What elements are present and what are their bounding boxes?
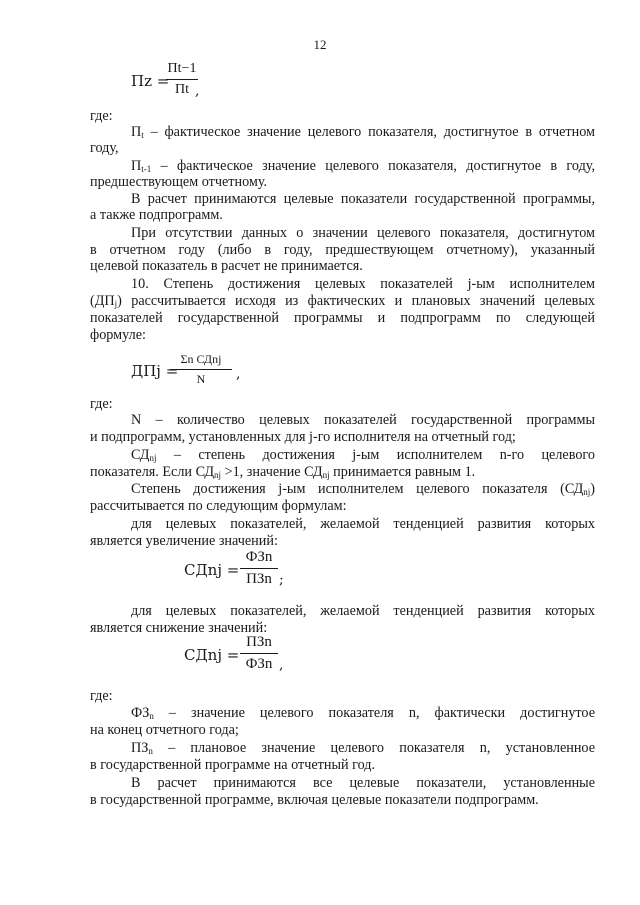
- symbol-subscript: n: [149, 711, 154, 721]
- formula-tail: ,: [195, 83, 200, 99]
- formula-denominator: Пt: [175, 82, 189, 97]
- where-label: где:: [90, 396, 113, 412]
- fraction-bar: [240, 653, 278, 654]
- definition-line: [90, 124, 595, 143]
- symbol-subscript: t: [141, 130, 144, 140]
- subscript: j: [114, 299, 118, 309]
- symbol-subscript: t-1: [141, 164, 152, 174]
- fraction-bar: [170, 369, 232, 370]
- symbol: ПЗ: [131, 740, 149, 756]
- formula-numerator: Пt−1: [167, 61, 197, 76]
- definition-line: предшествующем отчетному.: [90, 174, 268, 190]
- formula-tail: ,: [279, 657, 284, 673]
- formula-denominator: ПЗn: [246, 571, 272, 587]
- where-label: где:: [90, 688, 113, 704]
- paragraph-line: В расчет принимаются все целевые показатели, установленные: [131, 775, 595, 791]
- definition-text: – фактическое значение целевого показателя, достигнутое в отчетном: [150, 124, 596, 140]
- subscript: nj: [583, 487, 591, 497]
- fraction-bar: [166, 79, 198, 80]
- definition-line: и подпрограмм, установленных для j-го исполнителя на отчетный год;: [90, 429, 516, 445]
- formula-numerator: ПЗn: [246, 634, 272, 650]
- formula-denominator: N: [196, 372, 206, 386]
- paragraph-line: является снижение значений:: [90, 620, 268, 636]
- formula-lhs: СДnj =: [184, 646, 240, 664]
- subscript: nj: [322, 470, 330, 480]
- text: (ДП: [90, 293, 115, 309]
- formula-numerator: ФЗn: [245, 549, 273, 565]
- symbol: П: [131, 124, 142, 140]
- subscript: nj: [214, 470, 222, 480]
- paragraph-line: показателей государственной программы и подпрограмм по следующей: [90, 310, 595, 326]
- definition-line: N – количество целевых показателей государственной программы: [131, 412, 595, 428]
- paragraph-line: в государственной программе, включая целевые показатели подпрограмм.: [90, 792, 539, 808]
- symbol-subscript: n: [148, 746, 153, 756]
- formula-fraction: [170, 352, 232, 387]
- paragraph-line: При отсутствии данных о значении целевого показателя, достигнутом: [131, 225, 595, 241]
- paragraph-line: целевой показатель в расчет не принимается.: [90, 258, 363, 274]
- symbol: ФЗ: [131, 705, 150, 721]
- formula-fraction: [240, 549, 278, 588]
- formula-tail: ;: [279, 572, 284, 588]
- definition-text: – значение целевого показателя n, фактически достигнутое: [168, 705, 596, 721]
- fraction-bar: [240, 568, 278, 569]
- formula-lhs: ДПj =: [131, 362, 179, 380]
- text: принимается равным 1.: [329, 464, 476, 480]
- formula-lhs: СДnj =: [184, 561, 240, 579]
- symbol: П: [131, 158, 142, 174]
- formula-lhs: Пz =: [131, 72, 170, 90]
- formula-denominator: ФЗn: [245, 656, 273, 672]
- text: ): [590, 481, 595, 497]
- page-number: 12: [313, 37, 327, 52]
- paragraph-line: для целевых показателей, желаемой тенденцией развития которых: [131, 603, 595, 619]
- formula-numerator: Σn СДnj: [180, 352, 222, 366]
- definition-line: в государственной программе на отчетный год.: [90, 757, 376, 773]
- paragraph-line: В расчет принимаются целевые показатели государственной программы,: [131, 191, 595, 207]
- definition-line: году,: [90, 140, 119, 156]
- paragraph-line: является увеличение значений:: [90, 533, 278, 549]
- definition-text: – фактическое значение целевого показателя, достигнутое в году,: [160, 158, 596, 174]
- definition-text: – плановое значение целевого показателя n, установленное: [168, 740, 595, 756]
- paragraph-line: 10. Степень достижения целевых показателей j-ым исполнителем: [131, 276, 595, 292]
- paragraph-line: для целевых показателей, желаемой тенденцией развития которых: [131, 516, 595, 532]
- text: ) рассчитывается исходя из фактических и плановых значений целевых: [117, 293, 595, 309]
- text: Степень достижения j-ым исполнителем целевого показателя (СД: [131, 481, 584, 497]
- paragraph-line: формуле:: [90, 327, 146, 343]
- text: показателя. Если СД: [90, 464, 215, 480]
- formula-fraction: [240, 634, 278, 673]
- formula-tail: ,: [236, 366, 241, 382]
- symbol: СД: [131, 447, 150, 463]
- paragraph-line: в отчетном году (либо в году, предшествующем отчетному), указанный: [90, 242, 595, 258]
- formula-fraction: [166, 61, 198, 98]
- definition-text: – степень достижения j-ым исполнителем n-го целевого: [173, 447, 595, 463]
- where-label: где:: [90, 108, 113, 124]
- text: >1, значение СД: [221, 464, 323, 480]
- definition-line: на конец отчетного года;: [90, 722, 239, 738]
- symbol-subscript: nj: [149, 453, 157, 463]
- paragraph-line: а также подпрограмм.: [90, 207, 223, 223]
- paragraph-line: рассчитывается по следующим формулам:: [90, 498, 347, 514]
